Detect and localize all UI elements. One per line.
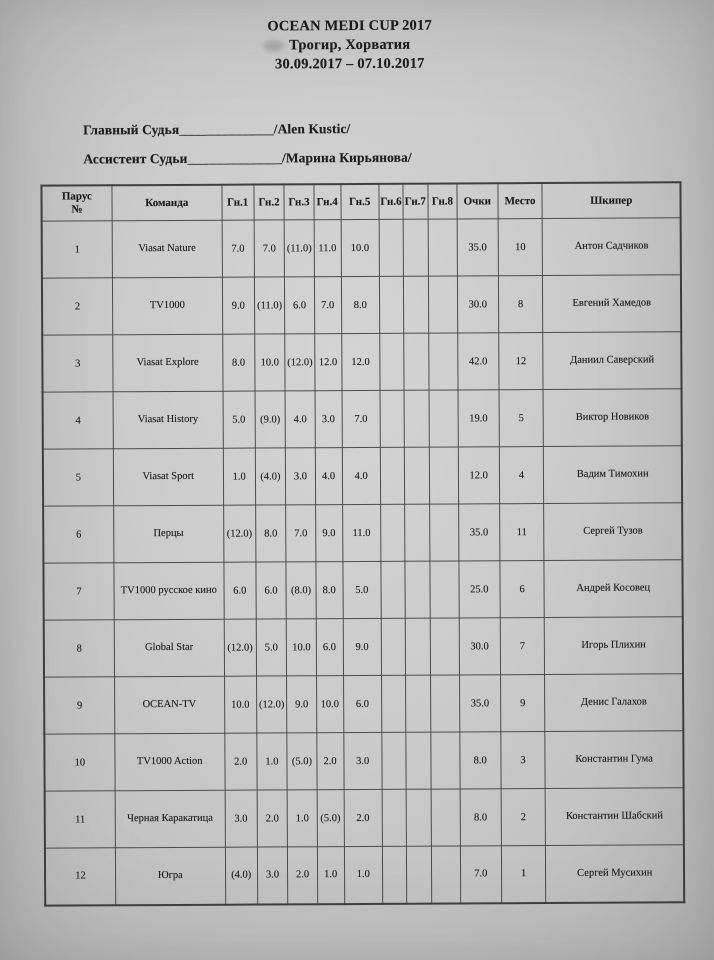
title-line-location: Трогир, Хорватия <box>289 36 411 54</box>
chief-judge-signature-line: ______________ <box>179 121 274 137</box>
race-score-cell: 7.0 <box>314 277 341 334</box>
header-cell: Гн.1 <box>222 185 254 221</box>
header-cell: Шкипер <box>542 182 680 218</box>
points-cell: 35.0 <box>458 504 499 561</box>
race-score-cell <box>380 333 404 390</box>
race-score-cell <box>406 846 432 903</box>
race-score-cell <box>431 846 460 903</box>
race-score-cell <box>429 333 458 390</box>
race-score-cell: 3.0 <box>286 448 316 505</box>
race-score-cell: 12.0 <box>341 333 380 390</box>
header-cell: Гн.4 <box>314 184 341 220</box>
points-cell: 8.0 <box>460 789 501 846</box>
race-score-cell <box>430 504 459 561</box>
race-score-cell: (8.0) <box>286 562 316 619</box>
race-score-cell: 1.0 <box>287 790 317 847</box>
race-score-cell: 7.0 <box>342 390 381 447</box>
skipper-cell: Денис Галахов <box>545 674 683 732</box>
race-score-cell <box>403 219 429 276</box>
points-cell: 19.0 <box>458 390 499 447</box>
race-score-cell: 3.0 <box>225 790 257 847</box>
place-cell: 5 <box>499 390 544 447</box>
race-score-cell <box>405 618 431 675</box>
team-cell: Viasat Explore <box>113 334 223 392</box>
table-row <box>44 731 683 791</box>
points-cell: 35.0 <box>457 219 498 276</box>
header-cell: Гн.5 <box>340 184 379 220</box>
points-cell: 25.0 <box>459 561 500 618</box>
race-score-cell: 6.0 <box>224 562 256 619</box>
place-cell: 11 <box>499 504 544 561</box>
place-cell: 2 <box>501 789 546 846</box>
race-score-cell <box>382 846 406 903</box>
place-cell: 3 <box>501 732 546 789</box>
race-score-cell <box>405 675 431 732</box>
header-cell: Парус № <box>41 185 111 221</box>
skipper-cell: Константин Гума <box>545 731 683 789</box>
sail-number-cell: 9 <box>44 677 115 734</box>
team-cell: Югра <box>115 847 225 905</box>
skipper-cell: Константин Шабский <box>546 788 684 846</box>
race-score-cell: 6.0 <box>285 277 315 334</box>
team-cell: Global Star <box>114 619 224 677</box>
race-score-cell: 9.0 <box>287 676 317 733</box>
race-score-cell <box>381 561 405 618</box>
race-score-cell: 11.0 <box>314 220 341 277</box>
header-cell: Гн.2 <box>254 184 285 220</box>
skipper-cell: Даниил Саверский <box>543 332 681 390</box>
race-score-cell: (11.0) <box>254 277 285 334</box>
race-score-cell: (9.0) <box>255 391 286 448</box>
race-score-cell: (12.0) <box>285 334 315 391</box>
team-cell: Viasat Nature <box>112 220 222 278</box>
race-score-cell: (4.0) <box>225 847 257 904</box>
race-score-cell: 1.0 <box>223 448 255 505</box>
race-score-cell <box>382 789 406 846</box>
race-score-cell <box>380 504 404 561</box>
sail-number-cell: 3 <box>42 335 113 392</box>
race-score-cell: 9.0 <box>315 505 342 562</box>
skipper-cell: Сергей Мусихин <box>546 845 684 903</box>
team-cell: OCEAN-TV <box>114 676 224 734</box>
place-cell: 6 <box>500 561 545 618</box>
race-score-cell: 5.0 <box>256 619 287 676</box>
table-row <box>42 275 681 335</box>
race-score-cell <box>406 789 432 846</box>
race-score-cell <box>382 732 406 789</box>
chief-judge-name: /Alen Kustic/ <box>273 121 351 137</box>
header-cell: Место <box>498 183 543 219</box>
place-cell: 9 <box>500 675 545 732</box>
chief-judge-label: Главный Судья <box>83 121 180 138</box>
race-score-cell <box>431 732 460 789</box>
sail-number-cell: 4 <box>43 392 114 449</box>
team-cell: TV1000 <box>112 277 222 335</box>
table-row <box>42 332 681 392</box>
skipper-cell: Виктор Новиков <box>543 389 681 447</box>
signature-block <box>83 121 412 181</box>
race-score-cell: 10.0 <box>224 676 256 733</box>
title-line-dates: 30.09.2017 – 07.10.2017 <box>274 55 425 73</box>
race-score-cell: 6.0 <box>343 675 382 732</box>
race-score-cell: 6.0 <box>256 562 287 619</box>
place-cell: 12 <box>498 333 543 390</box>
assistant-judge-name: /Марина Кирьянова/ <box>281 149 412 166</box>
header-cell: Гн.8 <box>428 183 457 219</box>
race-score-cell: 2.0 <box>288 847 318 904</box>
header-cell: Гн.3 <box>284 184 314 220</box>
table-row <box>42 218 681 278</box>
header-cell: Команда <box>112 185 222 221</box>
race-score-cell <box>430 618 459 675</box>
table-header-row <box>41 182 680 221</box>
race-score-cell <box>428 219 457 276</box>
race-score-cell: 2.0 <box>344 789 383 846</box>
race-score-cell: 1.0 <box>256 733 287 790</box>
place-cell: 4 <box>499 447 544 504</box>
place-cell: 10 <box>498 219 543 276</box>
skipper-cell: Игорь Плихин <box>545 617 683 675</box>
race-score-cell: 11.0 <box>342 504 381 561</box>
race-score-cell <box>429 390 458 447</box>
race-score-cell <box>403 276 429 333</box>
race-score-cell: 5.0 <box>342 561 381 618</box>
table-row <box>43 389 682 449</box>
race-score-cell: 2.0 <box>257 790 288 847</box>
table-row <box>43 560 682 620</box>
race-score-cell <box>381 675 405 732</box>
points-cell: 12.0 <box>458 447 499 504</box>
race-score-cell <box>404 390 430 447</box>
race-score-cell <box>403 333 429 390</box>
table-row <box>45 788 684 848</box>
sail-number-cell: 5 <box>43 449 114 506</box>
race-score-cell: 8.0 <box>341 276 380 333</box>
race-score-cell <box>379 219 403 276</box>
place-cell: 1 <box>501 846 546 903</box>
header-cell: Гн.7 <box>402 184 428 220</box>
race-score-cell <box>380 390 404 447</box>
sail-number-cell: 2 <box>42 278 113 335</box>
race-score-cell <box>429 447 458 504</box>
race-score-cell: 8.0 <box>316 562 343 619</box>
team-cell: TV1000 Action <box>115 733 225 791</box>
race-score-cell: 2.0 <box>317 733 344 790</box>
skipper-cell: Антон Садчиков <box>543 218 681 276</box>
sail-number-cell: 12 <box>45 848 116 905</box>
race-score-cell <box>404 561 430 618</box>
race-score-cell: 9.0 <box>222 277 254 334</box>
results-table <box>40 181 685 906</box>
race-score-cell: 8.0 <box>255 505 286 562</box>
race-score-cell: 8.0 <box>222 334 254 391</box>
assistant-judge-signature-line: ______________ <box>187 150 282 167</box>
race-score-cell: 12.0 <box>314 334 341 391</box>
race-score-cell: 10.0 <box>287 619 317 676</box>
place-cell: 8 <box>498 276 543 333</box>
signature-row-assistant-judge <box>83 150 411 168</box>
race-score-cell: 7.0 <box>254 220 285 277</box>
place-cell: 7 <box>500 618 545 675</box>
points-cell: 30.0 <box>459 618 500 675</box>
skipper-cell: Андрей Косовец <box>544 560 682 618</box>
title-line-event: OCEAN MEDI CUP 2017 <box>267 17 432 35</box>
race-score-cell: 1.0 <box>344 846 383 903</box>
race-score-cell: (5.0) <box>287 733 317 790</box>
race-score-cell: 3.0 <box>315 391 342 448</box>
race-score-cell: (12.0) <box>223 505 255 562</box>
smudge-mark <box>263 40 285 51</box>
table-row <box>45 845 684 905</box>
race-score-cell: 4.0 <box>342 447 381 504</box>
race-score-cell <box>431 789 460 846</box>
points-cell: 8.0 <box>460 732 501 789</box>
skipper-cell: Сергей Тузов <box>544 503 682 561</box>
race-score-cell: 10.0 <box>316 676 343 733</box>
race-score-cell: (11.0) <box>284 220 314 277</box>
race-score-cell: 10.0 <box>341 219 380 276</box>
race-score-cell: (12.0) <box>224 619 256 676</box>
race-score-cell: 7.0 <box>222 220 254 277</box>
race-score-cell: 7.0 <box>286 505 316 562</box>
race-score-cell: 10.0 <box>254 334 285 391</box>
header-cell: Очки <box>457 183 498 219</box>
race-score-cell: 6.0 <box>316 619 343 676</box>
race-score-cell <box>428 276 457 333</box>
table-row <box>43 503 682 563</box>
sail-number-cell: 1 <box>42 221 113 278</box>
race-score-cell <box>405 732 431 789</box>
points-cell: 7.0 <box>460 846 501 903</box>
race-score-cell <box>431 675 460 732</box>
race-score-cell: (12.0) <box>256 676 287 733</box>
race-score-cell: 1.0 <box>317 847 344 904</box>
race-score-cell: (5.0) <box>317 790 344 847</box>
team-cell: TV1000 русское кино <box>114 562 224 620</box>
table-row <box>44 674 683 734</box>
sail-number-cell: 10 <box>44 734 115 791</box>
team-cell: Viasat Sport <box>113 448 223 506</box>
table-row <box>44 617 683 677</box>
race-score-cell: 9.0 <box>343 618 382 675</box>
race-score-cell: (4.0) <box>255 448 286 505</box>
race-score-cell: 4.0 <box>285 391 315 448</box>
race-score-cell: 5.0 <box>223 391 255 448</box>
race-score-cell: 4.0 <box>315 448 342 505</box>
points-cell: 35.0 <box>459 675 500 732</box>
team-cell: Черная Каракатица <box>115 790 225 848</box>
table-row <box>43 446 682 506</box>
sail-number-cell: 6 <box>43 506 114 563</box>
sail-number-cell: 11 <box>45 791 116 848</box>
race-score-cell: 3.0 <box>257 847 288 904</box>
race-score-cell: 2.0 <box>225 733 257 790</box>
skipper-cell: Евгений Хамедов <box>543 275 681 333</box>
race-score-cell <box>380 447 404 504</box>
skipper-cell: Вадим Тимохин <box>544 446 682 504</box>
points-cell: 42.0 <box>458 333 499 390</box>
team-cell: Viasat History <box>113 391 223 449</box>
race-score-cell <box>379 276 403 333</box>
race-score-cell <box>404 504 430 561</box>
header-cell: Гн.6 <box>379 184 403 220</box>
document-title <box>0 15 702 76</box>
team-cell: Перцы <box>113 505 223 563</box>
sail-number-cell: 8 <box>44 620 115 677</box>
race-score-cell <box>381 618 405 675</box>
race-score-cell: 3.0 <box>343 732 382 789</box>
points-cell: 30.0 <box>457 276 498 333</box>
signature-row-chief-judge <box>83 121 411 139</box>
sail-number-cell: 7 <box>43 563 114 620</box>
race-score-cell <box>430 561 459 618</box>
race-score-cell <box>404 447 430 504</box>
assistant-judge-label: Ассистент Судьи <box>83 151 188 167</box>
